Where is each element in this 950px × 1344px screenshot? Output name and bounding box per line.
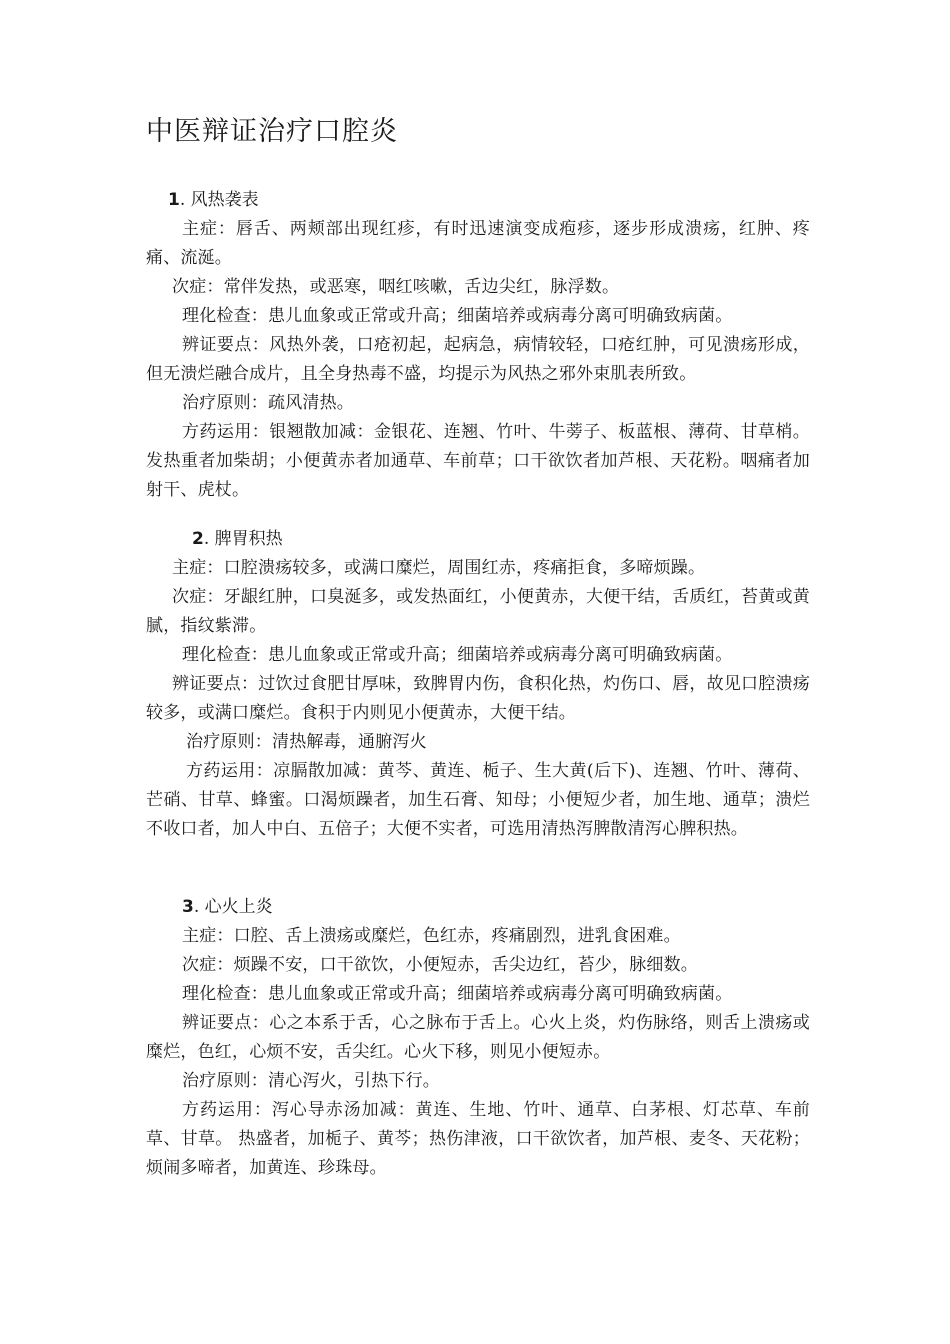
secondary-symptom-paragraph: 次症：牙龈红肿，口臭涎多，或发热面红，小便黄赤，大便干结，舌质红，苔黄或黄腻，指纹紫滞。 bbox=[146, 587, 810, 636]
lab-exam-paragraph: 理化检查：患儿血象或正常或升高；细菌培养或病毒分离可明确致病菌。 bbox=[182, 645, 733, 665]
section-spleen-stomach-heat bbox=[146, 525, 810, 844]
section-title: . 脾胃积热 bbox=[203, 529, 283, 549]
diagnosis-points-paragraph: 辨证要点：过饮过食肥甘厚味，致脾胃内伤，食积化热，灼伤口、唇，故见口腔溃疡较多，或满口糜烂。食积于内则见小便黄赤，大便干结。 bbox=[146, 674, 810, 723]
section-heading bbox=[146, 525, 810, 554]
treatment-principle-paragraph: 治疗原则：清心泻火，引热下行。 bbox=[182, 1071, 440, 1091]
main-symptom-paragraph: 主症：口腔、舌上溃疡或糜烂，色红赤，疼痛剧烈，进乳食困难。 bbox=[182, 926, 681, 946]
lab-exam-paragraph: 理化检查：患儿血象或正常或升高；细菌培养或病毒分离可明确致病菌。 bbox=[182, 984, 733, 1004]
section-wind-heat bbox=[146, 186, 810, 505]
treatment-principle-paragraph: 治疗原则：疏风清热。 bbox=[182, 393, 354, 413]
section-heading bbox=[146, 186, 810, 215]
secondary-symptom-paragraph: 次症：常伴发热，或恶寒，咽红咳嗽，舌边尖红，脉浮数。 bbox=[172, 277, 620, 297]
section-title: . 心火上炎 bbox=[193, 897, 273, 917]
section-heart-fire bbox=[146, 893, 810, 1183]
section-title: . 风热袭表 bbox=[179, 190, 259, 210]
lab-exam-paragraph: 理化检查：患儿血象或正常或升高；细菌培养或病毒分离可明确致病菌。 bbox=[182, 306, 733, 326]
section-number: 2 bbox=[192, 529, 204, 549]
section-number: 3 bbox=[182, 897, 194, 917]
diagnosis-points-paragraph: 辨证要点：心之本系于舌，心之脉布于舌上。心火上炎，灼伤脉络，则舌上溃疡或糜烂，色红，心烦不安，舌尖红。心火下移，则见小便短赤。 bbox=[146, 1013, 810, 1062]
main-symptom-paragraph: 主症：口腔溃疡较多，或满口糜烂，周围红赤，疼痛拒食，多啼烦躁。 bbox=[172, 558, 706, 578]
treatment-principle-paragraph: 治疗原则：清热解毒，通腑泻火 bbox=[186, 732, 427, 752]
prescription-paragraph: 方药运用：泻心导赤汤加减：黄连、生地、竹叶、通草、白茅根、灯芯草、车前草、甘草。 热盛者，加栀子、黄芩；热伤津液，口干欲饮者，加芦根、麦冬、天花粉；烦闹多啼者，加黄连、珍珠母。 bbox=[146, 1100, 810, 1178]
prescription-paragraph: 方药运用：银翘散加减：金银花、连翘、竹叶、牛蒡子、板蓝根、薄荷、甘草梢。发热重者加柴胡；小便黄赤者加通草、车前草；口干欲饮者加芦根、天花粉。咽痛者加射干、虎杖。 bbox=[146, 422, 810, 500]
prescription-paragraph: 方药运用：凉膈散加减：黄芩、黄连、栀子、生大黄(后下)、连翘、竹叶、薄荷、芒硝、甘草、蜂蜜。口渴烦躁者，加生石膏、知母；小便短少者，加生地、通草；溃烂不收口者，加人中白、五倍子；大便不实者，可选用清热泻脾散清泻心脾积热。 bbox=[146, 761, 810, 839]
section-number: 1 bbox=[168, 190, 180, 210]
section-heading bbox=[146, 893, 810, 922]
diagnosis-points-paragraph: 辨证要点：风热外袭，口疮初起，起病急，病情较轻，口疮红肿，可见溃疡形成，但无溃烂融合成片，且全身热毒不盛，均提示为风热之邪外束肌表所致。 bbox=[146, 335, 810, 384]
document-title: 中医辩证治疗口腔炎 bbox=[146, 116, 398, 147]
secondary-symptom-paragraph: 次症：烦躁不安，口干欲饮，小便短赤，舌尖边红，苔少，脉细数。 bbox=[182, 955, 698, 975]
main-symptom-paragraph: 主症：唇舌、两颊部出现红疹，有时迅速演变成疱疹，逐步形成溃疡，红肿、疼痛、流涎。 bbox=[146, 219, 810, 268]
